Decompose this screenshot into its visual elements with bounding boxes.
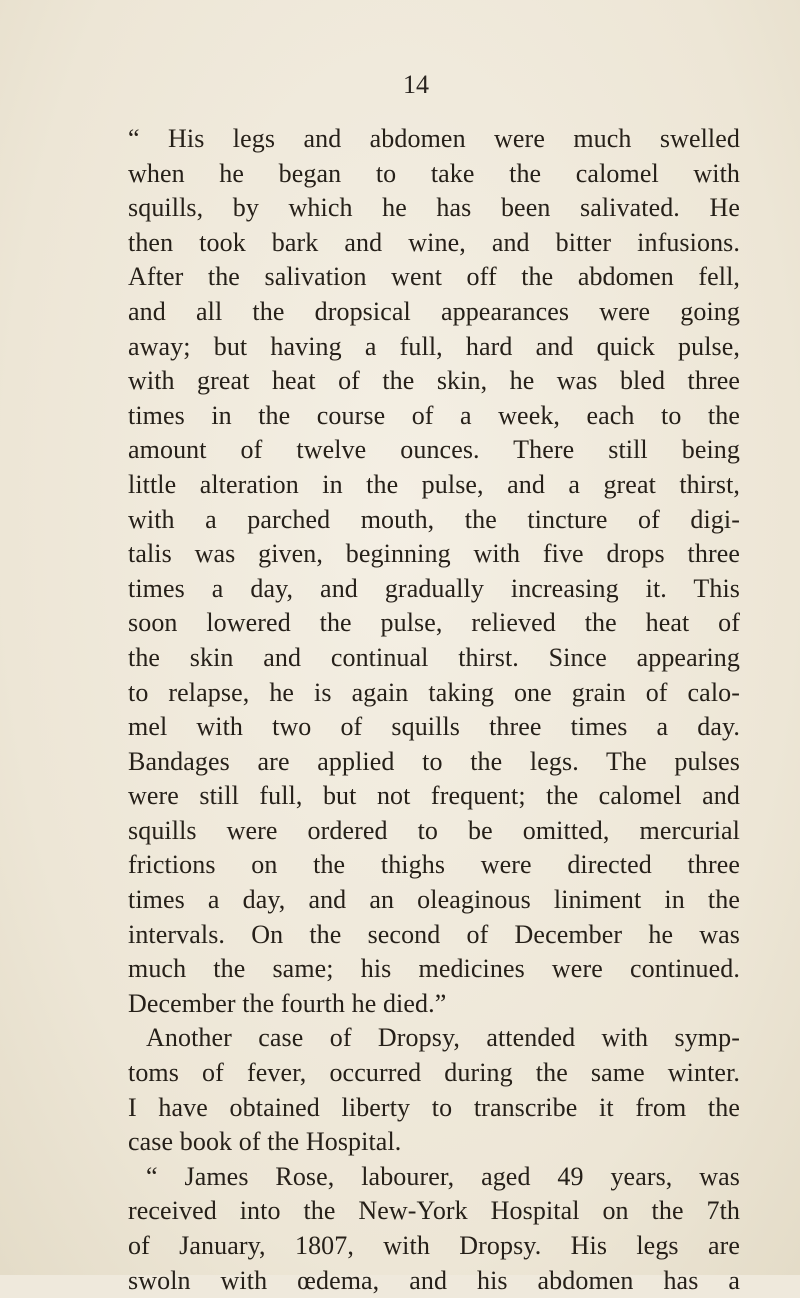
text-line: away; but having a full, hard and quick pulse,: [128, 331, 740, 361]
text-line: times a day, and gradually increasing it. This: [128, 573, 740, 603]
text-line: toms of fever, occurred during the same winter.: [128, 1058, 740, 1088]
text-line: received into the New-York Hospital on the 7th: [128, 1196, 740, 1226]
text-line: Another case of Dropsy, attended with symp-: [146, 1023, 740, 1053]
text-line: and all the dropsical appearances were going: [128, 296, 740, 326]
text-line: After the salivation went off the abdomen fell,: [128, 262, 740, 292]
text-line: when he began to take the calomel with: [128, 158, 740, 188]
text-line: with a parched mouth, the tincture of digi-: [128, 504, 740, 534]
text-line: case book of the Hospital.: [128, 1127, 402, 1157]
text-line: little alteration in the pulse, and a great thirst,: [128, 469, 740, 499]
body-text: [128, 122, 740, 1298]
text-line: amount of twelve ounces. There still being: [128, 435, 740, 465]
text-line: of January, 1807, with Dropsy. His legs are: [128, 1231, 740, 1260]
text-line: squills, by which he has been salivated. He: [128, 193, 740, 223]
text-line: “ His legs and abdomen were much swelled: [128, 124, 740, 153]
text-line: squills were ordered to be omitted, mercurial: [128, 815, 740, 845]
text-line: much the same; his medicines were continued.: [128, 954, 740, 984]
page-number: 14: [403, 70, 429, 99]
text-line: times in the course of a week, each to the: [128, 400, 740, 430]
text-line: the skin and continual thirst. Since appearing: [128, 642, 740, 672]
text-line: with great heat of the skin, he was bled three: [128, 366, 740, 396]
text-line: soon lowered the pulse, relieved the heat of: [128, 608, 740, 638]
text-line: times a day, and an oleaginous liniment in the: [128, 885, 740, 915]
text-line: to relapse, he is again taking one grain of calo-: [128, 677, 740, 707]
text-line: frictions on the thighs were directed three: [128, 850, 740, 880]
text-line: Bandages are applied to the legs. The pulses: [128, 746, 740, 776]
text-line: December the fourth he died.”: [128, 988, 447, 1018]
text-line: talis was given, beginning with five drops three: [128, 539, 740, 569]
text-line: were still full, but not frequent; the calomel and: [128, 781, 740, 811]
text-line: intervals. On the second of December he was: [128, 919, 740, 949]
text-line: mel with two of squills three times a day.: [128, 712, 740, 742]
text-line: then took bark and wine, and bitter infusions.: [128, 227, 740, 257]
text-line: swoln with œdema, and his abdomen has a: [128, 1265, 740, 1295]
text-line: I have obtained liberty to transcribe it from the: [128, 1092, 740, 1122]
text-line: “ James Rose, labourer, aged 49 years, was: [146, 1161, 740, 1191]
